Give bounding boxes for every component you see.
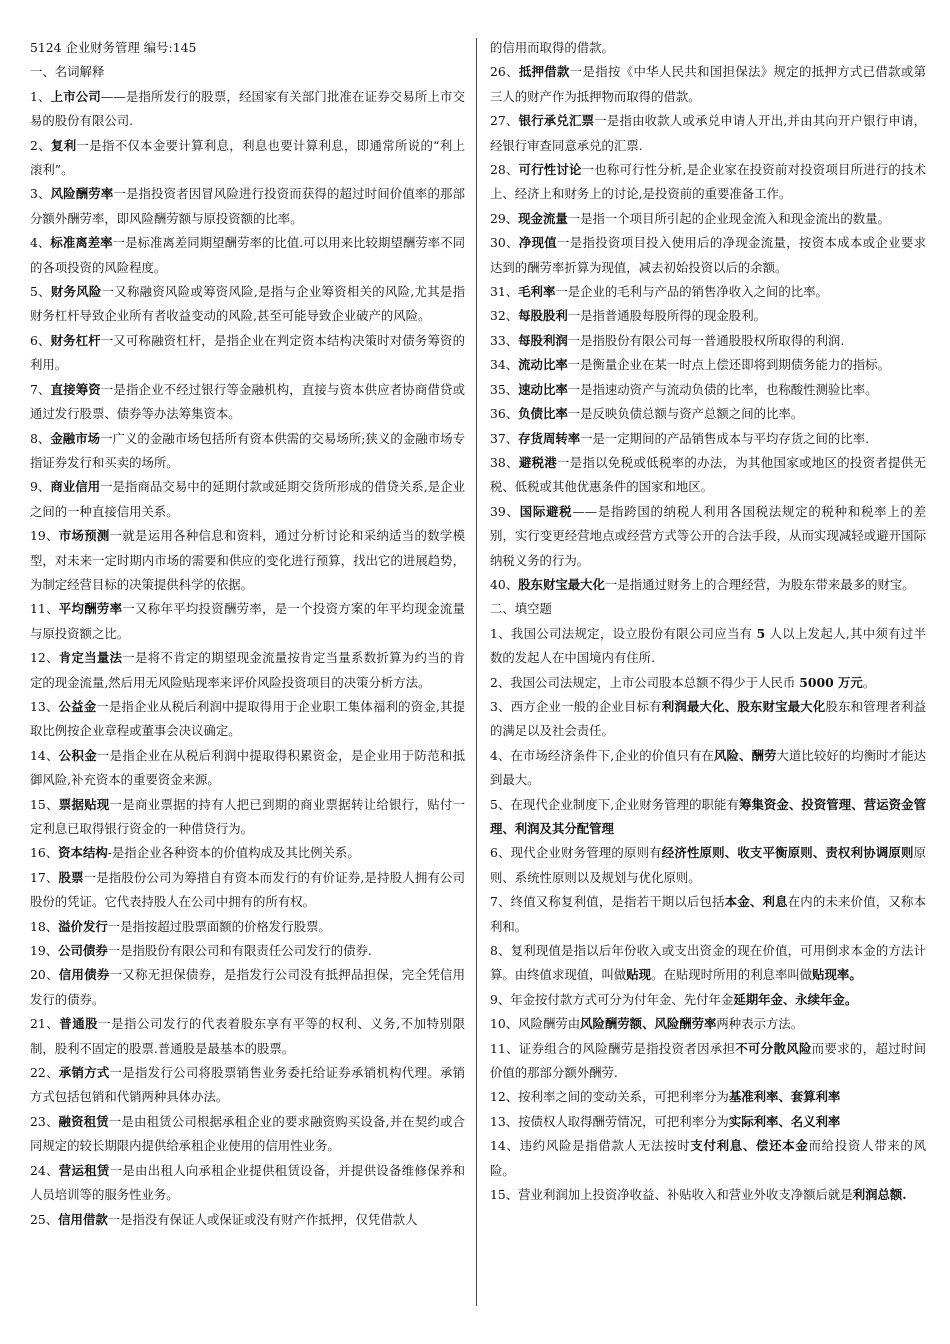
term: 公积金 <box>58 747 97 763</box>
item-number: 11、 <box>30 601 59 617</box>
term-definition: ——是指跨国的纳税人利用各国税法规定的税种和税率上的差别，实行变更经营地点或经营方式等公开的合法手段，从而实现减轻或避开国际纳税义务的行为。 <box>490 503 926 568</box>
answer-text: 贴现 <box>626 967 652 983</box>
definition-item <box>490 158 926 207</box>
question-text: 人以上发起人,其中须有过半数的发起人在中国境内有住所. <box>490 625 926 666</box>
term: 金融市场 <box>50 430 101 446</box>
item-number: 35、 <box>490 381 519 397</box>
term-definition: 一是指一个项目所引起的企业现金流入和现金流出的数量。 <box>567 210 890 226</box>
term-definition: 一是指普通股每股所得的现金股利。 <box>567 308 766 324</box>
item-number: 36、 <box>490 406 519 422</box>
term: 承销方式 <box>58 1065 110 1081</box>
answer-text: 风险、酬劳 <box>714 747 777 763</box>
fill-in-item <box>490 1085 926 1109</box>
definition-item <box>30 1159 465 1208</box>
answer-text: 筹集资金、投资管理、营运资金管理、利润及其分配管理 <box>490 796 926 836</box>
item-number: 12、 <box>30 650 59 666</box>
definition-item <box>30 1061 465 1110</box>
term-definition: 一广义的金融市场包括所有资本供需的交易场所;狭义的金融市场专指证券发行和买卖的场所。 <box>30 430 465 470</box>
question-text: 两种表示方法。 <box>716 1016 804 1032</box>
question-text: 11、证券组合的风险酬劳是指投资者因承担 <box>490 1040 736 1056</box>
definition-item <box>30 280 465 329</box>
question-text: 8、复利现值是指以后年份收入或支出资金的现在价值，可用倒求本金的方法计算。由终值求现值，叫做 <box>490 943 926 983</box>
item-number: 15、 <box>30 796 59 812</box>
term: 市场预测 <box>58 528 110 544</box>
definition-item <box>490 60 926 109</box>
question-text: 而要求的，超过时间价值的那部分额外酬劳. <box>490 1040 926 1081</box>
definition-item <box>30 646 465 695</box>
term-definition: 一是指没有保证人或保证或没有财产作抵押，仅凭借款人 <box>107 1211 418 1227</box>
fill-in-item <box>490 939 926 988</box>
term-definition: 一是指企业在从税后利润中提取得积累资金，是企业用于防范和抵御风险,补充资本的重要资金来源。 <box>30 747 465 788</box>
answer-text: 5 <box>756 625 766 641</box>
term-definition: 一是指企业不经过银行等金融机构，直接与资本供应者协商借贷或通过发行股票、债券等办法筹集资本。 <box>30 381 465 422</box>
term: 现金流量 <box>518 210 568 226</box>
term: 信用借款 <box>58 1211 108 1227</box>
item-number: 38、 <box>490 454 519 470</box>
term: 商业信用 <box>50 479 101 495</box>
section-title-definitions: 一、名词解释 <box>30 64 105 80</box>
question-text: 股东和管理者利益的满足以及社会责任。 <box>490 698 926 739</box>
item-number: 29、 <box>490 210 519 226</box>
question-text: 大道比较好的均衡时才能达到最大。 <box>490 747 926 788</box>
term-definition: 一是指按《中华人民共和国担保法》规定的抵押方式已借款或第三人的财产作为抵押物而取得的借款。 <box>490 64 926 104</box>
item-number: 34、 <box>490 357 519 373</box>
term: 普通股 <box>59 1016 99 1032</box>
definition-item <box>30 134 465 183</box>
term: 票据贴现 <box>58 796 110 812</box>
item-number: 17、 <box>30 869 59 885</box>
item-number: 9、 <box>30 479 51 495</box>
question-text: 2、我国公司法规定，上市公司股本总额不得少于人民币 <box>490 674 800 690</box>
answer-text: 利润总额. <box>852 1187 907 1203</box>
item-number: 14、 <box>30 747 59 763</box>
answer-text: 延期年金、永续年金。 <box>733 991 858 1007</box>
item-number: 3、 <box>30 186 51 202</box>
definition-item <box>30 695 465 744</box>
term: 风险酬劳率 <box>50 186 114 202</box>
fill-in-item <box>490 671 926 695</box>
definition-item <box>490 304 926 328</box>
left-column <box>30 36 465 1326</box>
answer-text: 实际利率、名义利率 <box>728 1113 841 1129</box>
term: 肯定当量法 <box>58 650 123 666</box>
term: 存货周转率 <box>518 430 581 446</box>
fill-in-item <box>490 695 926 744</box>
term: 上市公司 <box>50 88 101 104</box>
item-number: 28、 <box>490 162 519 178</box>
term: 速动比率 <box>518 381 568 397</box>
term-definition: 一是指按超过股票面额的价格发行股票。 <box>107 918 331 934</box>
item-number: 19、 <box>30 943 59 959</box>
question-text: 而给投资人带来的风险。 <box>490 1138 926 1178</box>
definition-list <box>30 85 465 1232</box>
term: 净现值 <box>518 235 558 251</box>
term-definition: 一是衡量企业在某一时点上偿还即将到期债务能力的指标。 <box>567 357 890 373</box>
item-number: 40、 <box>490 576 519 592</box>
question-text: 6、现代企业财务管理的原则有 <box>490 845 662 861</box>
definition-list-continued <box>490 60 926 597</box>
term: 流动比率 <box>518 357 568 373</box>
document-header: 5124 企业财务管理 编号:145 <box>30 40 197 55</box>
question-text: 5、在现代企业制度下,企业财务管理的职能有 <box>490 796 739 812</box>
definition-item <box>30 744 465 793</box>
definition-item <box>30 85 465 134</box>
term-definition: -是指企业各种资本的价值构成及其比例关系。 <box>107 845 360 861</box>
item-number: 8、 <box>30 430 51 446</box>
term-definition: 一是指以免税或低税率的办法，为其他国家或地区的投资者提供无税、低税或其他优惠条件的国家和地区。 <box>490 454 926 495</box>
term: 银行承兑汇票 <box>518 113 595 129</box>
question-text: 10、风险酬劳由 <box>490 1016 581 1032</box>
term: 复利 <box>50 137 77 153</box>
term-definition: 一是反映负债总额与资产总额之间的比率。 <box>567 406 804 422</box>
term: 抵押借款 <box>518 64 570 80</box>
definition-item <box>490 353 926 377</box>
term-definition: 一是由租赁公司根据承租企业的要求融资购买设备,并在契约或合同规定的较长期限内提供给承租企业使用的信用性业务。 <box>30 1113 465 1154</box>
item-number: 32、 <box>490 308 519 324</box>
term: 标准离差率 <box>50 235 113 251</box>
item-number: 16、 <box>30 845 59 861</box>
item-number: 27、 <box>490 113 519 129</box>
term: 股票 <box>58 869 84 885</box>
fill-in-item <box>490 841 926 890</box>
item-number: 6、 <box>30 332 51 348</box>
definition-item <box>30 1110 465 1159</box>
definition-item <box>490 280 926 304</box>
question-text: 14、违约风险是指借款人无法按时 <box>490 1138 691 1154</box>
definition-item <box>30 524 465 597</box>
term-definition: 一是指由收款人或承兑申请人开出,并由其向开户银行申请，经银行审查同意承兑的汇票. <box>490 113 926 153</box>
fill-in-item <box>490 1012 926 1036</box>
term: 财务风险 <box>50 284 102 300</box>
term-definition: 一是指不仅本金要计算利息，利息也要计算利息，即通常所说的“利上滚利”。 <box>30 137 465 178</box>
item-number: 5、 <box>30 284 51 300</box>
question-text: 3、西方企业一般的企业目标有 <box>490 698 662 714</box>
fill-in-item <box>490 1183 926 1207</box>
item-number: 22、 <box>30 1065 59 1081</box>
definition-item <box>30 915 465 939</box>
term-definition: 一是指通过财务上的合理经营，为股东带来最多的财宝。 <box>604 576 915 592</box>
term-definition: 一是将不肯定的期望现金流量按肯定当量系数折算为约当的肯定的现金流量,然后用无风险贴现率来评价风险投资项目的决策分析方法。 <box>30 650 465 690</box>
item-number: 4、 <box>30 235 51 251</box>
term: 资本结构 <box>58 845 108 861</box>
answer-text: 风险酬劳额、风险酬劳率 <box>580 1016 717 1032</box>
term-definition: ——是指所发行的股票，经国家有关部门批准在证券交易所上市交易的股份有限公司. <box>30 88 465 129</box>
term-definition: 一是标准离差同期望酬劳率的比值.可以用来比较期望酬劳率不同的各项投资的风险程度。 <box>30 235 465 275</box>
item-number: 39、 <box>490 503 520 519</box>
definition-item <box>490 207 926 231</box>
definition-item <box>490 329 926 353</box>
term: 平均酬劳率 <box>58 601 123 617</box>
term-definition: 一是由出租人向承租企业提供租赁设备，并提供设备维修保养和人员培训等的服务性业务。 <box>30 1162 465 1203</box>
term-definition: 一又可称融资杠杆，是指企业在判定资本结构决策时对债务筹资的利用。 <box>30 332 465 373</box>
term-definition: 一是企业的毛利与产品的销售净收入之间的比率。 <box>555 284 828 300</box>
question-text: 4、在市场经济条件下,企业的价值只有在 <box>490 747 715 763</box>
fill-in-list <box>490 622 926 1208</box>
item-number: 13、 <box>30 698 59 714</box>
definition-item <box>30 427 465 476</box>
term-definition: 一是指股份有限公司和有限责任公司发行的债券. <box>107 943 372 959</box>
term-definition: 一是指发行公司将股票销售业务委托给证券承销机构代理。承销方式包括包销和代销两种具体办法。 <box>30 1065 465 1105</box>
term: 每股利润 <box>518 332 568 348</box>
question-text: 15、营业利润加上投资净收益、补贴收入和营业外收支净额后就是 <box>490 1187 853 1203</box>
fill-in-item <box>490 988 926 1012</box>
term-definition: 一是指公司发行的代表着股东享有平等的权利、义务,不加特别限制，股利不固定的股票.普通股是最基本的股票。 <box>30 1016 465 1056</box>
term: 每股股利 <box>518 308 568 324</box>
term: 毛利率 <box>518 284 556 300</box>
term-definition: 一又称融资风险或筹资风险,是指与企业筹资相关的风险,尤其是指财务杠杆导致企业所有者收益变动的风险,甚至可能导致企业破产的风险。 <box>30 284 465 324</box>
term: 国际避税 <box>519 503 573 519</box>
definition-item <box>30 378 465 427</box>
term: 直接筹资 <box>50 381 101 397</box>
term: 可行性讨论 <box>518 162 582 178</box>
term-definition: 一就是运用各种信息和资料，通过分析讨论和采纳适当的数学模型，对未来一定时期内市场的需要和供应的变化进行预算，找出它的进展趋势，为制定经营目标的决策提供科学的依据。 <box>30 528 465 592</box>
definition-item <box>490 451 926 500</box>
item-number: 21、 <box>30 1016 60 1032</box>
item-number: 1、 <box>30 88 51 104</box>
fill-in-item <box>490 744 926 793</box>
fill-in-item <box>490 1110 926 1134</box>
term: 溢价发行 <box>58 918 108 934</box>
item-number: 26、 <box>490 64 519 80</box>
term: 股东财宝最大化 <box>518 576 605 592</box>
question-text: 12、按利率之间的变动关系，可把利率分为 <box>490 1089 729 1105</box>
definition-item <box>30 1012 465 1061</box>
term-definition: 一是指企业从税后利润中提取得用于企业职工集体福利的资金,其提取比例按企业章程或董事会决议确定。 <box>30 698 465 739</box>
item-number: 37、 <box>490 430 519 446</box>
definition-item <box>30 963 465 1012</box>
column-divider <box>476 38 477 1306</box>
answer-text: 支付利息、偿还本金 <box>690 1138 809 1154</box>
fill-in-item <box>490 1037 926 1086</box>
term-definition: 一又称无担保债券，是指发行公司没有抵押品担保，完全凭信用发行的债券。 <box>30 967 465 1007</box>
item-number: 31、 <box>490 284 519 300</box>
fill-in-item <box>490 1134 926 1183</box>
definition-item <box>30 866 465 915</box>
fill-in-item <box>490 793 926 842</box>
fill-in-item <box>490 622 926 671</box>
question-text: 在内的未来价值，又称本利和。 <box>490 894 926 934</box>
section-title-fill-in: 二、填空题 <box>490 601 552 617</box>
answer-text: 基准利率、套算利率 <box>728 1089 841 1105</box>
fill-in-item <box>490 890 926 939</box>
item-number: 18、 <box>30 918 59 934</box>
right-column <box>490 36 926 1326</box>
definition-item <box>30 475 465 524</box>
answer-text: 不可分散风险 <box>735 1040 812 1056</box>
definition-item <box>30 939 465 963</box>
definition-item <box>30 329 465 378</box>
term-definition: 一也称可行性分析,是企业家在投资前对投资项目所进行的技术上、经济上和财务上的讨论,是投资前的重要准备工作。 <box>490 162 926 202</box>
definition-item <box>490 378 926 402</box>
item-number: 24、 <box>30 1162 59 1178</box>
term-definition: 一是指速动资产与流动负债的比率，也称酸性测验比率。 <box>567 381 878 397</box>
definition-item <box>490 231 926 280</box>
term-definition: 一又称年平均投资酬劳率，是一个投资方案的年平均现金流量与原投资额之比。 <box>30 601 465 641</box>
answer-text: 经济性原则、收支平衡原则、责权利协调原则 <box>661 845 914 861</box>
question-text: 7、终值又称复利值，是指若干期以后包括 <box>490 894 725 910</box>
definition-item <box>30 597 465 646</box>
definition-item <box>30 231 465 280</box>
term-definition: 一是一定期间的产品销售成本与平均存货之间的比率. <box>580 430 870 446</box>
term: 避税港 <box>518 454 558 470</box>
question-text: 。在贴现时所用的利息率叫做 <box>651 967 813 983</box>
term: 财务杠杆 <box>50 332 101 348</box>
answer-text: 5000 万元 <box>799 674 863 690</box>
question-text: 原则、系统性原则以及规划与优化原则。 <box>490 845 926 885</box>
term: 负债比率 <box>518 406 568 422</box>
term-definition: 一是指投资者因冒风险进行投资而获得的超过时间价值率的那部分额外酬劳率，即风险酬劳额与原投资额的比率。 <box>30 186 465 226</box>
definition-item <box>30 793 465 842</box>
item-number: 33、 <box>490 332 519 348</box>
item-number: 20、 <box>30 967 59 983</box>
definition-item <box>490 402 926 426</box>
definition-item <box>30 841 465 865</box>
question-text: 1、我国公司法规定，设立股份有限公司应当有 <box>490 625 757 641</box>
question-text: 。 <box>862 674 876 690</box>
definition-item <box>490 109 926 158</box>
definition-item <box>490 500 926 573</box>
term-definition: 一是指股份有限公司每一普通股股权所取得的利润. <box>567 332 845 348</box>
term: 营运租赁 <box>58 1162 110 1178</box>
term: 融资租赁 <box>58 1113 109 1129</box>
term-definition: 一是指投资项目投入使用后的净现金流量，按资本成本或企业要求达到的酬劳率折算为现值，减去初始投资以后的余额。 <box>490 235 926 275</box>
term-definition: 一是指股份公司为筹措自有资本而发行的有价证券,是持股人拥有公司股份的凭证。它代表持股人在公司中拥有的所有权。 <box>30 869 465 910</box>
term-definition: 一是商业票据的持有人把已到期的商业票据转让给银行，贴付一定利息已取得银行资金的一种借贷行为。 <box>30 796 465 836</box>
definition-continuation: 的信用而取得的借款。 <box>490 40 614 55</box>
item-number: 25、 <box>30 1211 59 1227</box>
item-number: 30、 <box>490 235 519 251</box>
definition-item <box>30 1208 465 1232</box>
item-number: 2、 <box>30 137 51 153</box>
definition-item <box>30 182 465 231</box>
term: 公益金 <box>58 698 97 714</box>
item-number: 23、 <box>30 1113 59 1129</box>
question-text: 9、年金按付款方式可分为付年金、先付年金 <box>490 991 734 1007</box>
definition-item <box>490 573 926 597</box>
term: 公司债券 <box>58 943 108 959</box>
answer-text: 利润最大化、股东财宝最大化 <box>661 698 826 714</box>
answer-text: 贴现率。 <box>812 967 862 983</box>
answer-text: 本金、利息 <box>724 894 788 910</box>
term-definition: 一是指商品交易中的延期付款或延期交货所形成的借贷关系,是企业之间的一种直接信用关系。 <box>30 479 465 519</box>
term: 信用债券 <box>58 967 110 983</box>
item-number: 19、 <box>30 528 59 544</box>
item-number: 7、 <box>30 381 51 397</box>
definition-item <box>490 427 926 451</box>
question-text: 13、按债权人取得酬劳情况，可把利率分为 <box>490 1113 729 1129</box>
